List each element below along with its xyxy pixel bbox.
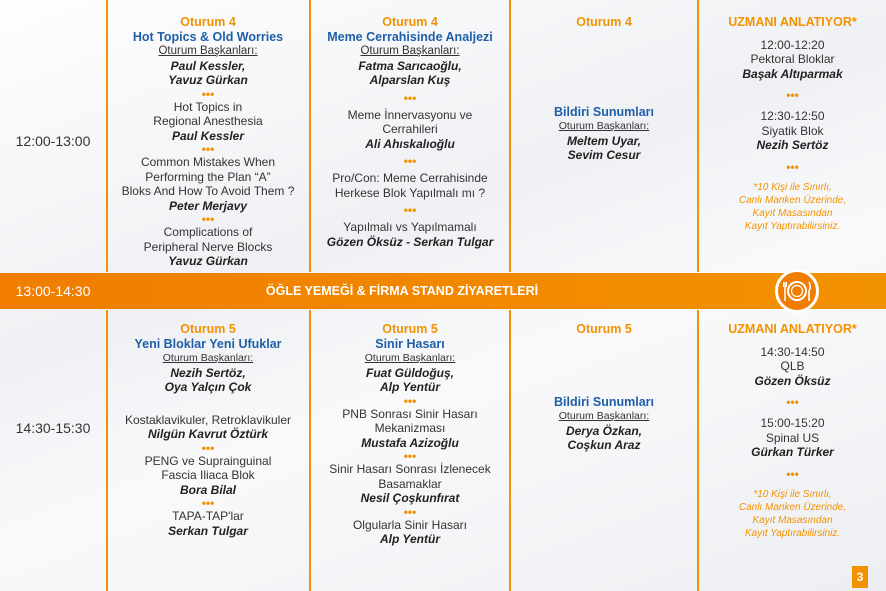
talk-title: Cerrahileri (382, 122, 438, 136)
speaker-name: Paul Kessler (171, 128, 245, 143)
separator-dots: ••• (786, 159, 799, 174)
talk-title: Common Mistakes When (140, 155, 276, 169)
separator-dots: ••• (201, 212, 215, 226)
talk-title: QLB (780, 359, 805, 373)
chair-name: Sevim Cesur (567, 148, 641, 162)
chair-name: Meltem Uyar, (566, 133, 642, 148)
session-label: Oturum 4 (576, 15, 632, 29)
talk-title: Regional Anesthesia (153, 114, 263, 128)
talk-title: Complications of (163, 225, 253, 239)
speaker-name: Mustafa Azizoğlu (361, 435, 459, 450)
chair-name: Alp Yentür (379, 380, 440, 394)
session-label: Oturum 5 (576, 322, 632, 336)
session-bildiri-bottom (511, 322, 697, 453)
talk-title: Bloks And How To Avoid Them ? (121, 184, 295, 198)
separator-dots: ••• (201, 142, 215, 156)
speaker-name: Gürkan Türker (751, 445, 834, 459)
expert-header: UZMANI ANLATIYOR* (728, 15, 857, 29)
talk-title: Pektoral Bloklar (750, 52, 835, 66)
lunch-break-band (0, 273, 886, 309)
registration-note: Kayıt Yaptırabilirsiniz. (744, 527, 841, 539)
separator-dots: ••• (786, 466, 799, 481)
speaker-name: Nezih Sertöz (756, 138, 829, 152)
talk-title: Kostaklavikuler, Retroklavikuler (124, 412, 292, 427)
chair-name: Paul Kessler, (170, 58, 246, 73)
separator-dots: ••• (403, 504, 417, 519)
time-slot-top: 12:00-13:00 (15, 133, 91, 149)
time-slot-bottom: 14:30-15:30 (15, 420, 91, 436)
talk-title: Mekanizması (374, 421, 446, 435)
talk-title: PNB Sonrası Sinir Hasarı (342, 406, 478, 421)
speaker-name: Alp Yentür (379, 532, 440, 546)
page-number: 3 (852, 566, 868, 588)
talk-title: Yapılmalı vs Yapılmamalı (343, 220, 477, 234)
registration-note: Canlı Manken Üzerinde, (738, 501, 847, 513)
speaker-name: Ali Ahıskalıoğlu (365, 136, 455, 151)
talk-time: 12:00-12:20 (760, 37, 825, 52)
chairs-label: Oturum Başkanları: (360, 45, 460, 57)
chair-name: Nezih Sertöz, (170, 365, 246, 380)
chairs-label: Oturum Başkanları: (158, 45, 258, 57)
talk-title: Hot Topics in (173, 99, 243, 114)
registration-note: *10 Kişi ile Sınırlı, (753, 488, 832, 500)
session-title: Hot Topics & Old Worries (132, 29, 284, 44)
session-hot-topics (108, 15, 308, 269)
session-label: Oturum 5 (382, 322, 438, 336)
registration-note: *10 Kişi ile Sınırlı, (753, 181, 832, 193)
speaker-name: Gözen Öksüz (754, 373, 831, 388)
speaker-name: Yavuz Gürkan (168, 254, 248, 268)
time-slot-lunch: 13:00-14:30 (15, 283, 91, 299)
registration-note: Kayıt Yaptırabilirsiniz. (744, 220, 841, 232)
chair-name: Derya Özkan, (565, 423, 643, 438)
chair-name: Oya Yalçın Çok (164, 380, 252, 394)
talk-title: Herkese Blok Yapılmalı mı ? (334, 185, 486, 200)
talk-title: Meme İnnervasyonu ve (347, 107, 473, 122)
separator-dots: ••• (403, 203, 417, 217)
speaker-name: Bora Bilal (179, 482, 236, 497)
chair-name: Fuat Güldoğuş, (366, 365, 454, 380)
separator-dots: ••• (786, 395, 799, 409)
talk-title: Performing the Plan “A” (145, 169, 271, 184)
separator-dots: ••• (403, 90, 417, 105)
speaker-name: Serkan Tulgar (168, 523, 248, 538)
session-bildiri-top (511, 15, 697, 163)
separator-dots: ••• (403, 154, 417, 168)
separator-dots: ••• (201, 440, 215, 455)
session-title: Sinir Hasarı (375, 336, 445, 351)
speaker-name: Başak Altıparmak (742, 66, 843, 81)
registration-note: Kayıt Masasından (752, 207, 833, 219)
session-title: Yeni Bloklar Yeni Ufuklar (134, 336, 282, 351)
meal-plate-icon (775, 269, 819, 313)
session-title: Bildiri Sunumları (553, 394, 654, 409)
talk-title: PENG ve Suprainguinal (144, 453, 272, 468)
talk-title: Peripheral Nerve Blocks (143, 239, 273, 254)
talk-title: Sinir Hasarı Sonrası İzlenecek (329, 462, 491, 476)
lunch-title: ÖĞLE YEMEĞİ & FİRMA STAND ZİYARETLERİ (265, 284, 539, 298)
registration-note: Kayıt Masasından (752, 514, 833, 526)
registration-note: Canlı Manken Üzerinde, (738, 194, 847, 206)
session-label: Oturum 4 (382, 15, 438, 29)
talk-time: 12:30-12:50 (760, 109, 825, 123)
separator-dots: ••• (403, 449, 417, 463)
separator-dots: ••• (786, 88, 799, 102)
chairs-label: Oturum Başkanları: (162, 352, 254, 364)
chairs-label: Oturum Başkanları: (558, 410, 650, 422)
talk-title: Siyatik Blok (761, 123, 824, 138)
chairs-label: Oturum Başkanları: (364, 352, 456, 364)
expert-talks-top (699, 15, 886, 233)
session-title: Bildiri Sunumları (553, 104, 654, 119)
talk-title: Olgularla Sinir Hasarı (352, 517, 468, 532)
chair-name: Fatma Sarıcaoğlu, (358, 58, 462, 73)
session-yeni-bloklar (108, 322, 308, 538)
talk-title: Basamaklar (378, 476, 442, 491)
separator-dots: ••• (201, 496, 215, 510)
expert-talks-bottom (699, 322, 886, 540)
session-label: Oturum 4 (180, 15, 236, 29)
talk-time: 14:30-14:50 (760, 344, 825, 359)
session-meme-cerrahisi (311, 15, 509, 249)
session-sinir-hasari (311, 322, 509, 547)
expert-header: UZMANI ANLATIYOR* (728, 322, 857, 336)
chair-name: Coşkun Araz (567, 438, 641, 452)
session-title: Meme Cerrahisinde Analjezi (327, 29, 493, 44)
chair-name: Alparslan Kuş (369, 73, 451, 87)
speaker-name: Nesil Çoşkunfırat (360, 491, 460, 505)
speaker-name: Peter Merjavy (168, 198, 248, 213)
session-label: Oturum 5 (180, 322, 236, 336)
talk-title: Pro/Con: Meme Cerrahisinde (332, 171, 488, 185)
speaker-name: Gözen Öksüz - Serkan Tulgar (326, 234, 494, 249)
talk-title: TAPA-TAP'lar (172, 509, 244, 523)
separator-dots: ••• (403, 393, 417, 408)
chair-name: Yavuz Gürkan (168, 73, 248, 87)
speaker-name: Nilgün Kavrut Öztürk (147, 427, 268, 441)
separator-dots: ••• (201, 86, 215, 101)
talk-title: Spinal US (765, 430, 820, 445)
talk-title: Fascia Iliaca Blok (161, 468, 255, 482)
talk-time: 15:00-15:20 (760, 416, 825, 430)
chairs-label: Oturum Başkanları: (558, 120, 650, 132)
